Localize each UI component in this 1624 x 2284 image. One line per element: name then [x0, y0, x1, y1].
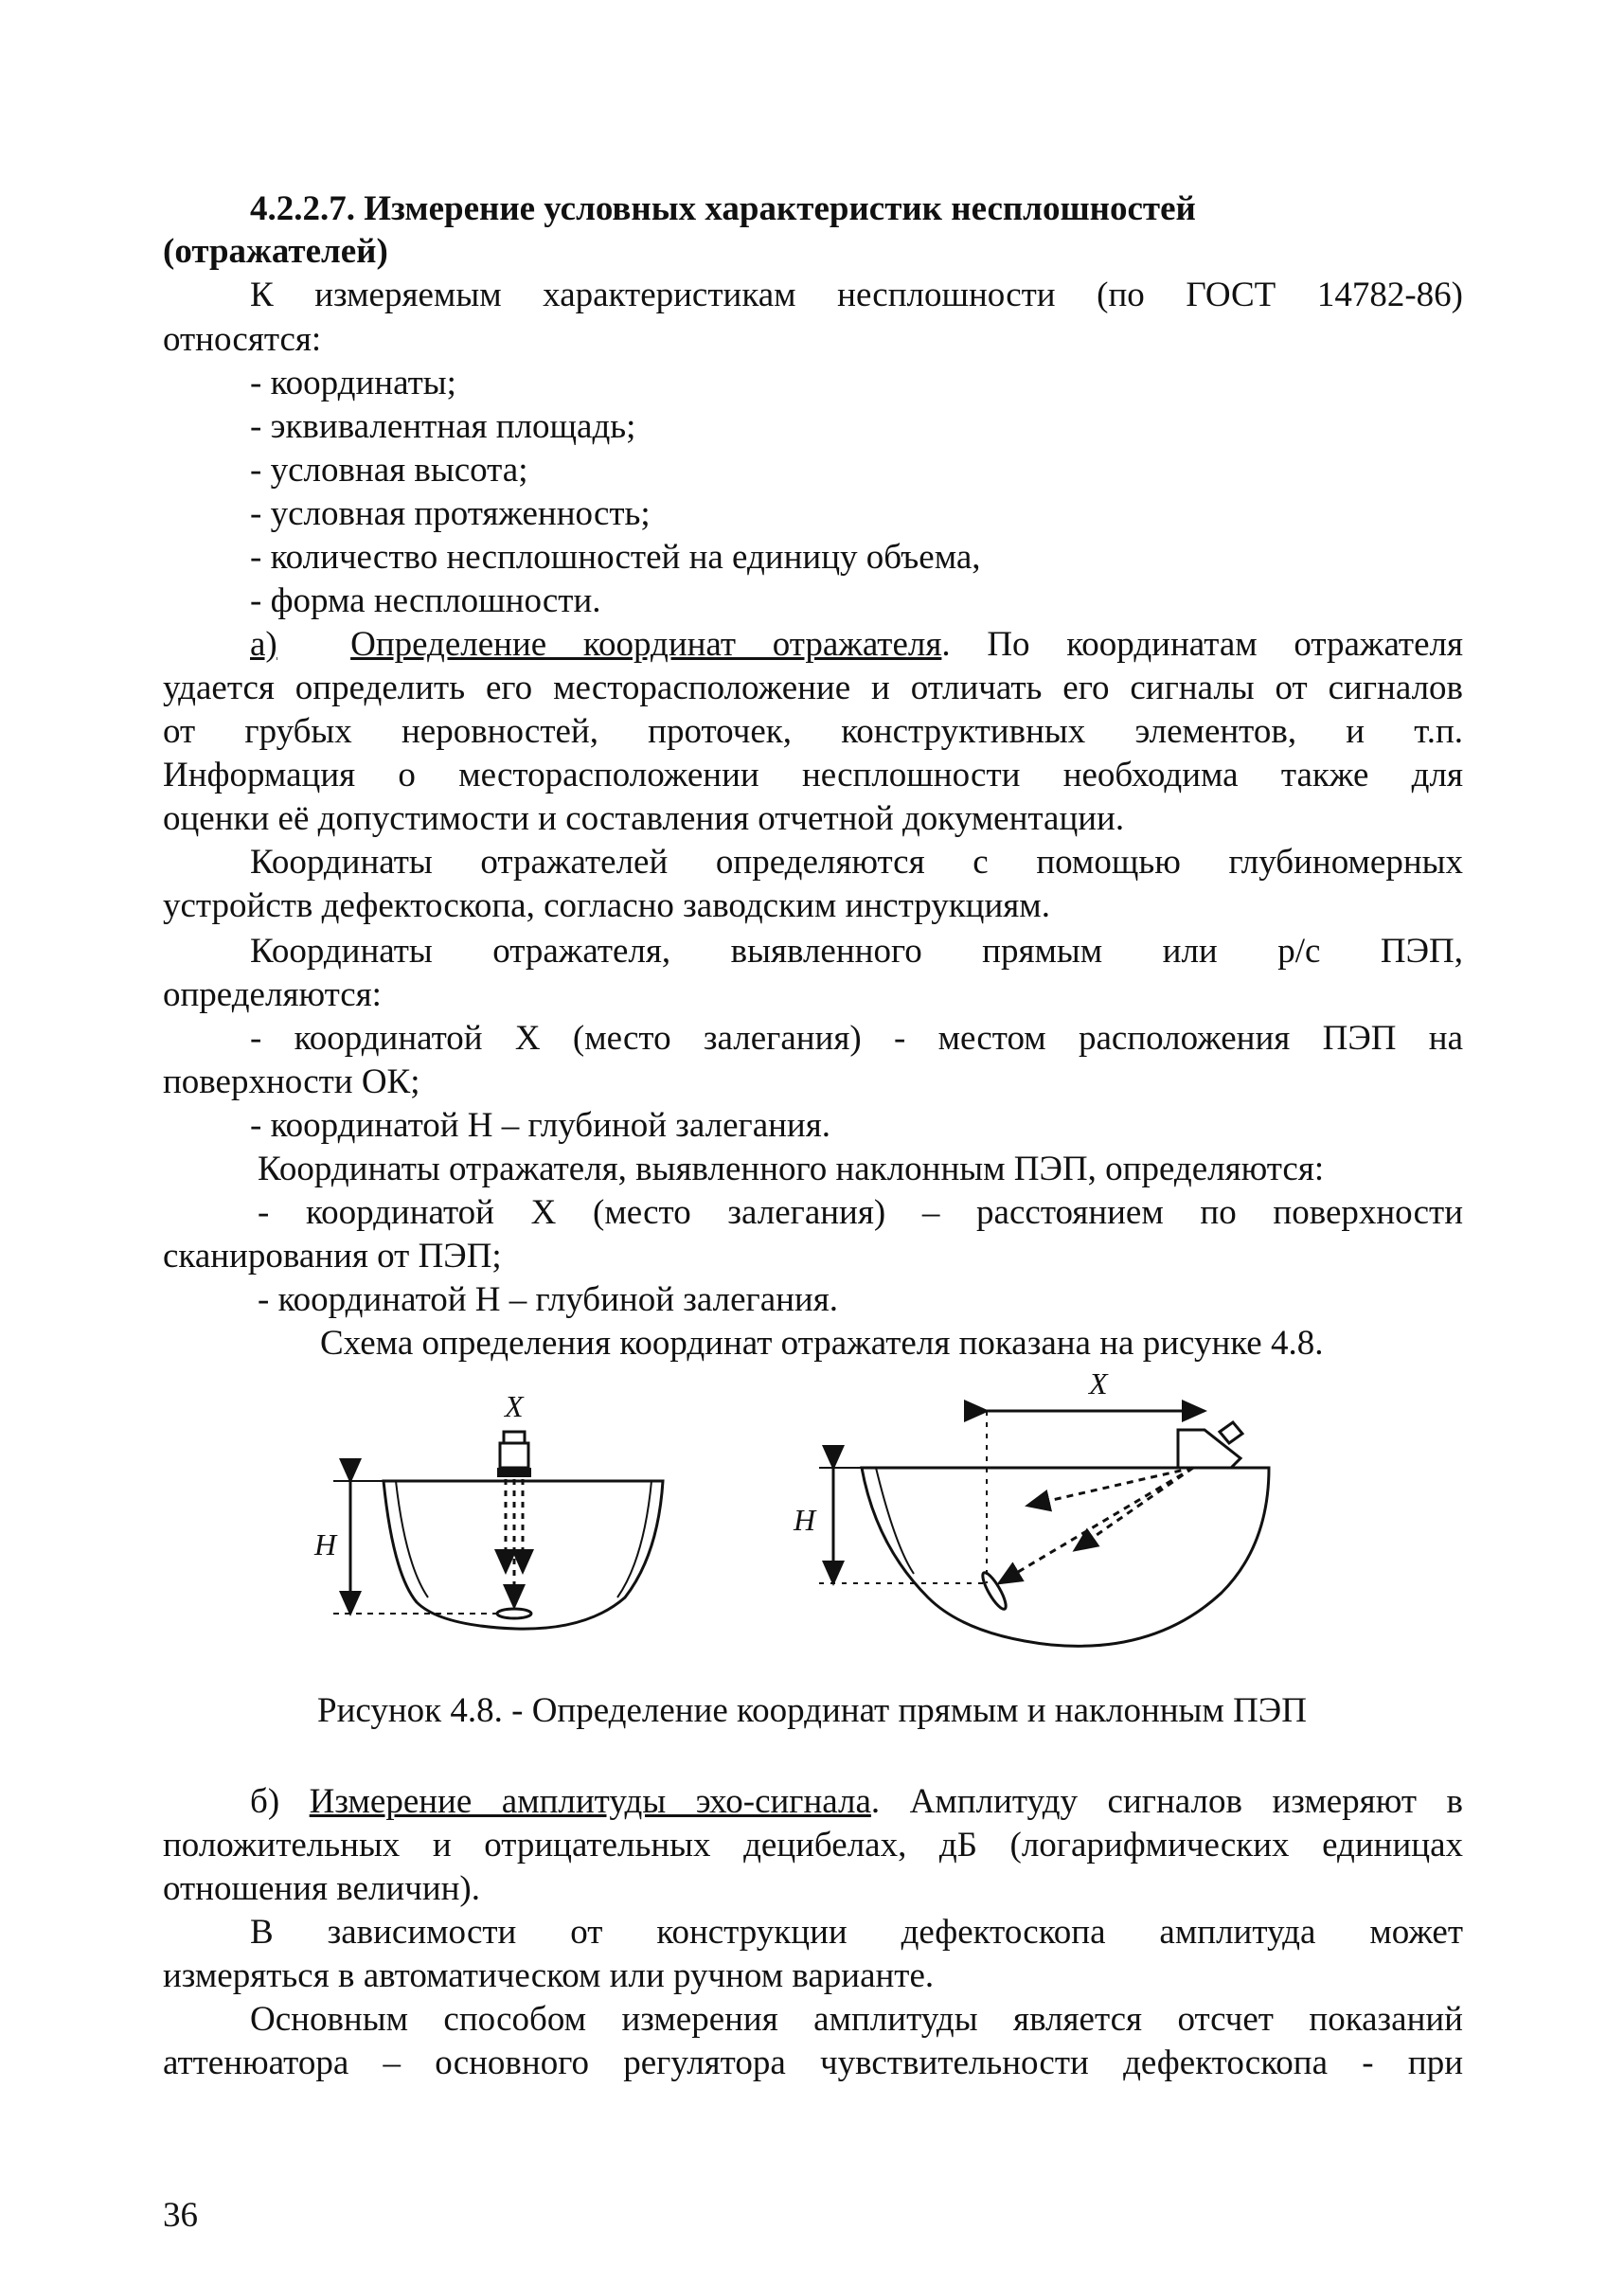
direct-line-5: - координатой Н – глубиной залегания. — [250, 1106, 830, 1145]
section-a-text: . По координатам отражателя — [941, 625, 1463, 664]
direct-line-2: определяются: — [163, 975, 382, 1014]
angle-line-4: - координатой Н – глубиной залегания. — [258, 1280, 838, 1319]
angle-probe-icon — [1178, 1422, 1242, 1468]
section-a-line: Информация о месторасположении несплошности необходима также для — [163, 756, 1463, 794]
direct-line-3: - координатой Х (место залегания) - местом расположения ПЭП на — [250, 1019, 1463, 1058]
angle-line-1: Координаты отражателя, выявленного наклонным ПЭП, определяются: — [258, 1150, 1325, 1188]
straight-probe-diagram — [313, 1389, 663, 1629]
scheme-reference: Схема определения координат отражателя показана на рисунке 4.8. — [320, 1324, 1324, 1363]
object-cross-section-right — [862, 1468, 1269, 1646]
x-label-right: X — [1089, 1366, 1108, 1401]
auto-line-2: измеряться в автоматическом или ручном варианте. — [163, 1956, 935, 1995]
section-a-line: от грубых неровностей, проточек, конструктивных элементов, и т.п. — [163, 712, 1463, 751]
intro-line-2: относятся: — [163, 320, 322, 359]
section-a-line: удается определить его месторасположение и отличать его сигналы от сигналов — [163, 669, 1463, 707]
coords-line-2: устройств дефектоскопа, согласно заводским инструкциям. — [163, 886, 1050, 925]
figure-caption: Рисунок 4.8. - Определение координат прямым и наклонным ПЭП — [317, 1691, 1307, 1730]
list-item: - координаты; — [250, 364, 456, 402]
reflector-left — [497, 1609, 531, 1618]
reflector-right — [979, 1570, 1009, 1612]
list-item: - условная высота; — [250, 451, 528, 490]
h-label-left: H — [314, 1527, 337, 1561]
section-heading-line-2: (отражателей) — [163, 232, 388, 271]
list-item: - форма несплошности. — [250, 581, 601, 620]
x-label-left: X — [505, 1389, 524, 1423]
page-number: 36 — [163, 2196, 198, 2235]
h-label-right: H — [794, 1503, 816, 1537]
section-b-text: . Амплитуду сигналов измеряют в — [870, 1782, 1463, 1821]
angle-probe-diagram — [793, 1366, 1269, 1646]
angle-line-2: - координатой Х (место залегания) – расстоянием по поверхности — [258, 1193, 1463, 1232]
section-a-title: Определение координат отражателя — [350, 625, 942, 664]
section-b-line-2: положительных и отрицательных децибелах, дБ (логарифмических единицах — [163, 1826, 1463, 1865]
list-item: - условная протяженность; — [250, 494, 651, 533]
auto-line-1: В зависимости от конструкции дефектоскопа амплитуда может — [250, 1913, 1463, 1952]
list-item: - эквивалентная площадь; — [250, 407, 636, 446]
coords-line-1: Координаты отражателей определяются с помощью глубиномерных — [250, 843, 1463, 882]
section-b-title: Измерение амплитуды эхо-сигнала — [309, 1782, 871, 1821]
direct-line-4: поверхности ОК; — [163, 1062, 420, 1101]
figure-4-8 — [284, 1356, 1420, 1659]
section-b-first-line — [250, 1780, 1463, 1824]
section-a-first-line — [250, 623, 1463, 667]
section-b-line-3: отношения величин). — [163, 1869, 480, 1908]
angle-line-3: сканирования от ПЭП; — [163, 1237, 502, 1276]
section-a-marker: а) — [250, 625, 277, 664]
list-item: - количество несплошностей на единицу объема, — [250, 538, 981, 577]
section-heading-line-1: 4.2.2.7. Измерение условных характеристик несплошностей — [250, 189, 1196, 228]
section-a-line: оценки её допустимости и составления отчетной документации. — [163, 799, 1125, 838]
main-line-1: Основным способом измерения амплитуды является отсчет показаний — [250, 2000, 1463, 2039]
intro-line-1: К измеряемым характеристикам несплошности (по ГОСТ 14782-86) — [250, 276, 1463, 314]
section-b-marker: б) — [250, 1782, 280, 1821]
direct-line-1: Координаты отражателя, выявленного прямым или р/с ПЭП, — [250, 932, 1463, 971]
main-line-2: аттенюатора – основного регулятора чувствительности дефектоскопа - при — [163, 2043, 1463, 2082]
straight-probe-icon — [497, 1432, 531, 1477]
